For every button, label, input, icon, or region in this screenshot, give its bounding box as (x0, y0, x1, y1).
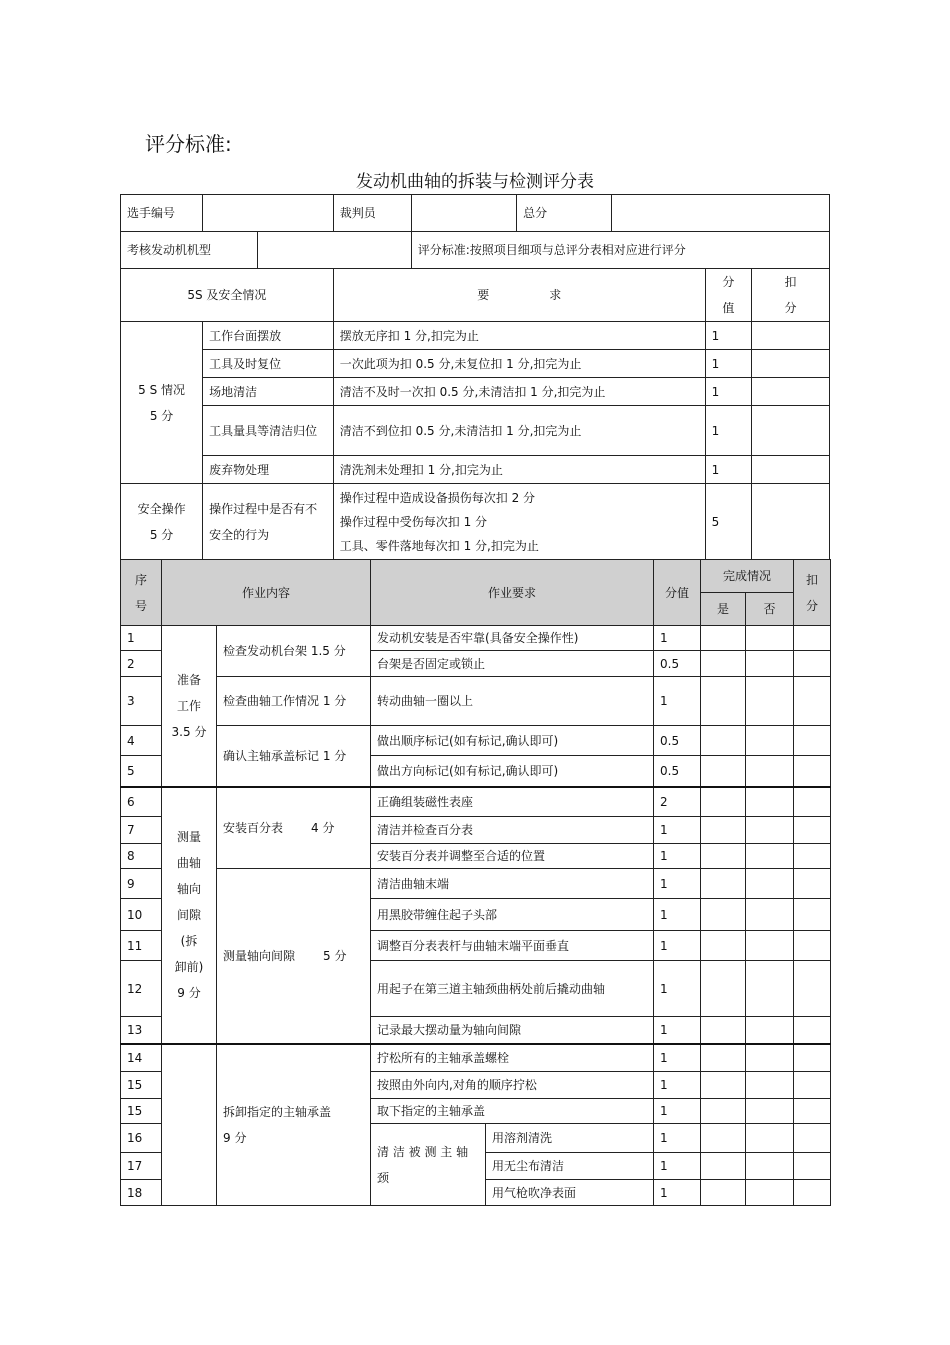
yes-cell[interactable] (701, 677, 746, 726)
engine-model-field[interactable] (257, 232, 411, 269)
yes-cell[interactable] (701, 1072, 746, 1099)
yes-cell[interactable] (701, 961, 746, 1017)
header-5s-item: 5S 及安全情况 (121, 269, 334, 322)
item-cell: 废弃物处理 (203, 456, 334, 484)
table-row (121, 787, 831, 817)
referee-label: 裁判员 (333, 195, 411, 232)
header-no-col: 否 (746, 593, 794, 626)
no-cell[interactable] (746, 1072, 794, 1099)
row-score: 1 (654, 626, 701, 651)
row-no: 7 (121, 817, 162, 844)
deduct-cell[interactable] (794, 651, 831, 677)
table-title: 发动机曲轴的拆装与检测评分表 (356, 172, 594, 192)
no-cell[interactable] (746, 787, 794, 817)
row-req: 用气枪吹净表面 (486, 1180, 654, 1206)
yes-cell[interactable] (701, 844, 746, 869)
group-5s: 5 S 情况 5 分 (121, 322, 203, 484)
row-no: 15 (121, 1072, 162, 1099)
group-measure: 测量 曲轴 轴向 间隙 (拆 卸前) 9 分 (162, 787, 217, 1044)
row-5s-5 (121, 456, 830, 484)
row-no: 1 (121, 626, 162, 651)
req-cell: 摆放无序扣 1 分,扣完为止 (333, 322, 705, 350)
total-field[interactable] (611, 195, 829, 232)
header-deduct: 扣 分 (794, 560, 831, 626)
item-cell: 工作台面摆放 (203, 322, 334, 350)
group-safety: 安全操作 5 分 (121, 484, 203, 561)
deduct-cell[interactable] (794, 844, 831, 869)
row-score: 1 (654, 961, 701, 1017)
yes-cell[interactable] (701, 1153, 746, 1180)
row-no: 12 (121, 961, 162, 1017)
row-req: 记录最大摆动量为轴向间隙 (371, 1017, 654, 1044)
row-no: 8 (121, 844, 162, 869)
yes-cell[interactable] (701, 1017, 746, 1044)
header-requirement: 要 求 (333, 269, 705, 322)
row-req: 调整百分表表杆与曲轴末端平面垂直 (371, 931, 654, 961)
yes-cell[interactable] (701, 899, 746, 931)
no-cell[interactable] (746, 756, 794, 787)
row-score: 1 (654, 1180, 701, 1206)
row-no: 13 (121, 1017, 162, 1044)
deduct-cell[interactable] (794, 1044, 831, 1072)
header-requirement: 作业要求 (371, 560, 654, 626)
header-deduct: 扣 分 (752, 269, 830, 322)
row-req: 按照由外向内,对角的顺序拧松 (371, 1072, 654, 1099)
req-cell: 清洁不到位扣 0.5 分,未清洁扣 1 分,扣完为止 (333, 406, 705, 456)
contestant-no-label: 选手编号 (121, 195, 203, 232)
row-req: 安装百分表并调整至合适的位置 (371, 844, 654, 869)
deduct-cell[interactable] (794, 931, 831, 961)
no-cell[interactable] (746, 1124, 794, 1153)
content-bearing-mark: 确认主轴承盖标记 1 分 (217, 726, 371, 787)
deduct-cell[interactable] (752, 456, 830, 484)
score-cell: 1 (705, 322, 751, 350)
no-cell[interactable] (746, 931, 794, 961)
row-req: 转动曲轴一圈以上 (371, 677, 654, 726)
row-no: 18 (121, 1180, 162, 1206)
yes-cell[interactable] (701, 787, 746, 817)
score-cell: 5 (705, 484, 751, 561)
contestant-no-field[interactable] (203, 195, 334, 232)
no-cell[interactable] (746, 869, 794, 899)
table-row (121, 726, 831, 756)
referee-field[interactable] (411, 195, 516, 232)
content-install-gauge: 安装百分表 4 分 (217, 787, 371, 869)
row-score: 1 (654, 1124, 701, 1153)
row-score: 1 (654, 1099, 701, 1124)
group-prep: 准备 工作 3.5 分 (162, 626, 217, 787)
row-score: 1 (654, 931, 701, 961)
item-cell: 场地清洁 (203, 378, 334, 406)
header-score: 分值 (654, 560, 701, 626)
yes-cell[interactable] (701, 869, 746, 899)
info-row-2 (121, 232, 830, 269)
no-cell[interactable] (746, 677, 794, 726)
deduct-cell[interactable] (794, 1017, 831, 1044)
row-score: 1 (654, 844, 701, 869)
req-cell: 清洁不及时一次扣 0.5 分,未清洁扣 1 分,扣完为止 (333, 378, 705, 406)
yes-cell[interactable] (701, 1180, 746, 1206)
row-no: 3 (121, 677, 162, 726)
deduct-cell[interactable] (794, 1124, 831, 1153)
row-no: 4 (121, 726, 162, 756)
scoring-table-operation (120, 559, 831, 1206)
no-cell[interactable] (746, 651, 794, 677)
yes-cell[interactable] (701, 1099, 746, 1124)
row-no: 10 (121, 899, 162, 931)
row-req: 发动机安装是否牢靠(具备安全操作性) (371, 626, 654, 651)
table-row (121, 869, 831, 899)
yes-cell[interactable] (701, 1044, 746, 1072)
standard-note: 评分标准:按照项目细项与总评分表相对应进行评分 (411, 232, 829, 269)
no-cell[interactable] (746, 1044, 794, 1072)
score-cell: 1 (705, 350, 751, 378)
info-row-1 (121, 195, 830, 232)
no-cell[interactable] (746, 961, 794, 1017)
yes-cell[interactable] (701, 756, 746, 787)
row-req: 用起子在第三道主轴颈曲柄处前后撬动曲轴 (371, 961, 654, 1017)
req-cell: 操作过程中造成设备损伤每次扣 2 分 操作过程中受伤每次扣 1 分 工具、零件落地每次扣 1 分,扣完为止 (333, 484, 705, 561)
deduct-cell[interactable] (794, 1072, 831, 1099)
engine-model-label: 考核发动机机型 (121, 232, 258, 269)
deduct-cell[interactable] (752, 406, 830, 456)
row-safety (121, 484, 830, 561)
no-cell[interactable] (746, 1153, 794, 1180)
no-cell[interactable] (746, 1099, 794, 1124)
no-cell[interactable] (746, 817, 794, 844)
row-req: 台架是否固定或锁止 (371, 651, 654, 677)
deduct-cell[interactable] (794, 961, 831, 1017)
deduct-cell[interactable] (794, 1153, 831, 1180)
header-score: 分 值 (705, 269, 751, 322)
row-score: 1 (654, 1153, 701, 1180)
yes-cell[interactable] (701, 817, 746, 844)
row-score: 1 (654, 869, 701, 899)
no-cell[interactable] (746, 1017, 794, 1044)
no-cell[interactable] (746, 726, 794, 756)
deduct-cell[interactable] (794, 677, 831, 726)
group-empty (162, 1044, 217, 1206)
row-req: 用无尘布清洁 (486, 1153, 654, 1180)
score-cell: 1 (705, 406, 751, 456)
item-cell: 工具及时复位 (203, 350, 334, 378)
yes-cell[interactable] (701, 1124, 746, 1153)
deduct-cell[interactable] (752, 350, 830, 378)
section2-header-1 (121, 560, 831, 593)
row-5s-4 (121, 406, 830, 456)
header-content: 作业内容 (162, 560, 371, 626)
row-req: 用黑胶带缠住起子头部 (371, 899, 654, 931)
row-req: 拧松所有的主轴承盖螺栓 (371, 1044, 654, 1072)
row-5s-3 (121, 378, 830, 406)
row-score: 0.5 (654, 651, 701, 677)
row-score: 2 (654, 787, 701, 817)
content-clean-journal: 清 洁 被 测 主 轴 颈 (371, 1124, 486, 1206)
row-score: 0.5 (654, 726, 701, 756)
no-cell[interactable] (746, 844, 794, 869)
no-cell[interactable] (746, 626, 794, 651)
row-no: 9 (121, 869, 162, 899)
deduct-cell[interactable] (794, 626, 831, 651)
row-score: 1 (654, 1044, 701, 1072)
deduct-cell[interactable] (794, 899, 831, 931)
yes-cell[interactable] (701, 931, 746, 961)
row-no: 16 (121, 1124, 162, 1153)
row-no: 14 (121, 1044, 162, 1072)
item-cell: 工具量具等清洁归位 (203, 406, 334, 456)
req-cell: 一次此项为扣 0.5 分,未复位扣 1 分,扣完为止 (333, 350, 705, 378)
row-req: 做出方向标记(如有标记,确认即可) (371, 756, 654, 787)
content-remove-cap: 拆卸指定的主轴承盖 9 分 (217, 1044, 371, 1206)
score-cell: 1 (705, 456, 751, 484)
deduct-cell[interactable] (794, 817, 831, 844)
row-req: 取下指定的主轴承盖 (371, 1099, 654, 1124)
content-measure-clearance: 测量轴向间隙 5 分 (217, 869, 371, 1044)
row-score: 1 (654, 899, 701, 931)
row-no: 5 (121, 756, 162, 787)
deduct-cell[interactable] (794, 726, 831, 756)
req-cell: 清洗剂未处理扣 1 分,扣完为止 (333, 456, 705, 484)
deduct-cell[interactable] (794, 869, 831, 899)
deduct-cell[interactable] (794, 1180, 831, 1206)
yes-cell[interactable] (701, 626, 746, 651)
table-row (121, 1044, 831, 1072)
row-score: 0.5 (654, 756, 701, 787)
deduct-cell[interactable] (752, 378, 830, 406)
row-score: 1 (654, 1072, 701, 1099)
row-score: 1 (654, 817, 701, 844)
page-heading: 评分标准: (145, 132, 232, 156)
table-row (121, 626, 831, 651)
row-no: 17 (121, 1153, 162, 1180)
row-score: 1 (654, 677, 701, 726)
deduct-cell[interactable] (752, 322, 830, 350)
row-req: 清洁并检查百分表 (371, 817, 654, 844)
row-req: 清洁曲轴末端 (371, 869, 654, 899)
score-cell: 1 (705, 378, 751, 406)
header-yes: 是 (701, 593, 746, 626)
total-label: 总分 (517, 195, 612, 232)
yes-cell[interactable] (701, 726, 746, 756)
deduct-cell[interactable] (752, 484, 830, 561)
row-no: 6 (121, 787, 162, 817)
no-cell[interactable] (746, 899, 794, 931)
row-5s-2 (121, 350, 830, 378)
row-no: 11 (121, 931, 162, 961)
scoring-table-5s (120, 194, 830, 561)
header-no: 序 号 (121, 560, 162, 626)
deduct-cell[interactable] (794, 1099, 831, 1124)
content-frame-check: 检查发动机台架 1.5 分 (217, 626, 371, 677)
deduct-cell[interactable] (794, 787, 831, 817)
row-req: 做出顺序标记(如有标记,确认即可) (371, 726, 654, 756)
section1-header (121, 269, 830, 322)
row-score: 1 (654, 1017, 701, 1044)
table-row (121, 677, 831, 726)
row-5s-1 (121, 322, 830, 350)
no-cell[interactable] (746, 1180, 794, 1206)
deduct-cell[interactable] (794, 756, 831, 787)
row-no: 15 (121, 1099, 162, 1124)
row-no: 2 (121, 651, 162, 677)
yes-cell[interactable] (701, 651, 746, 677)
header-status: 完成情况 (701, 560, 794, 593)
content-crank-check: 检查曲轴工作情况 1 分 (217, 677, 371, 726)
item-cell: 操作过程中是否有不安全的行为 (203, 484, 334, 561)
row-req: 用溶剂清洗 (486, 1124, 654, 1153)
row-req: 正确组装磁性表座 (371, 787, 654, 817)
